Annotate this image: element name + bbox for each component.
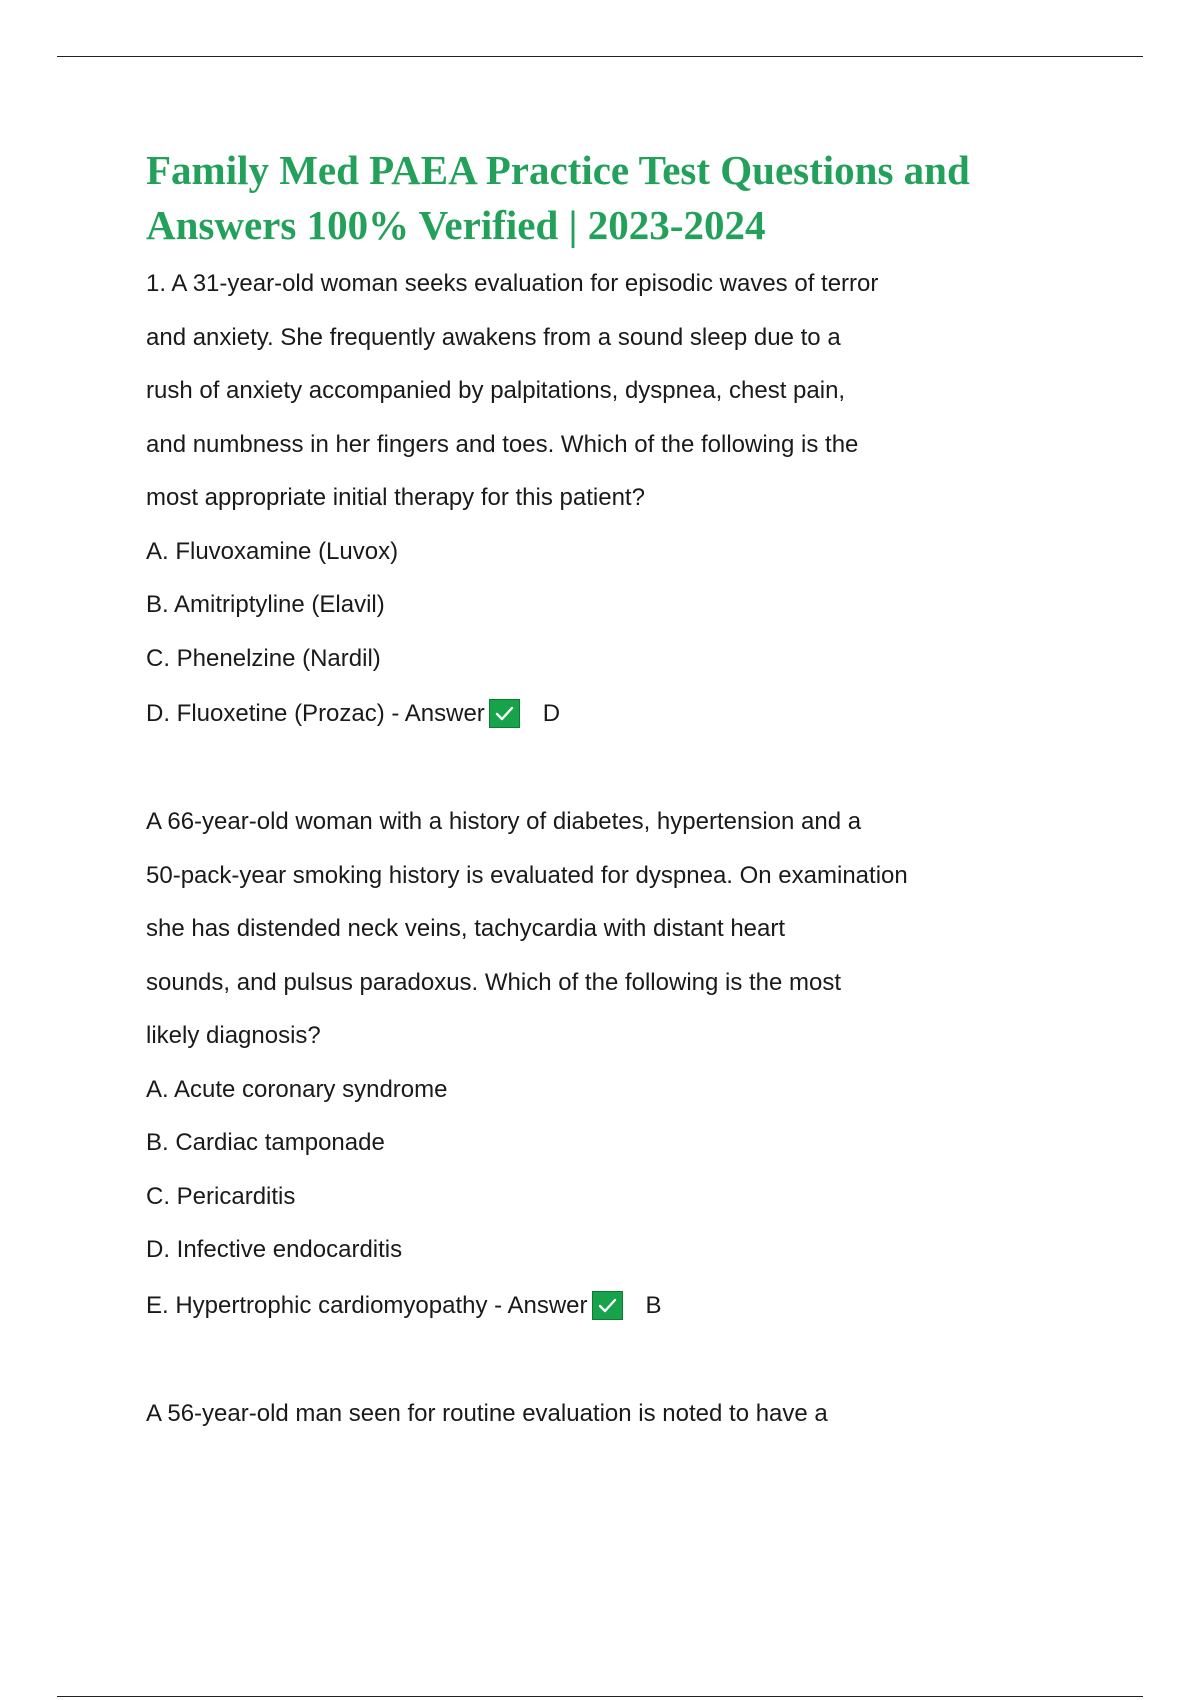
question-1-stem-line: rush of anxiety accompanied by palpitations, dyspnea, chest pain, bbox=[146, 377, 846, 404]
document-title bbox=[146, 143, 1106, 253]
question-1-stem-line: most appropriate initial therapy for this patient? bbox=[146, 484, 645, 511]
question-2-stem-line: 50-pack-year smoking history is evaluated for dyspnea. On examination bbox=[146, 861, 908, 889]
question-2-stem-line: likely diagnosis? bbox=[146, 1022, 321, 1049]
question-2-answer: B bbox=[645, 1291, 662, 1319]
question-2-option-e: E. Hypertrophic cardiomyopathy - Answer bbox=[146, 1291, 588, 1319]
question-2-option-c: C. Pericarditis bbox=[146, 1182, 296, 1210]
question-2-answer-line bbox=[146, 1277, 1106, 1334]
check-icon bbox=[592, 1291, 623, 1320]
question-1-option-d: D. Fluoxetine (Prozac) - Answer bbox=[146, 700, 485, 727]
top-rule bbox=[57, 56, 1143, 57]
question-2-option-d: D. Infective endocarditis bbox=[146, 1236, 403, 1263]
check-icon bbox=[489, 699, 520, 728]
question-2 bbox=[146, 795, 1106, 1334]
question-2-stem-line: sounds, and pulsus paradoxus. Which of the following is the most bbox=[146, 968, 842, 996]
question-3-stem-line: A 56-year-old man seen for routine evaluation is noted to have a bbox=[146, 1399, 828, 1427]
question-1-stem-line: and numbness in her fingers and toes. Which of the following is the bbox=[146, 430, 859, 458]
question-2-stem-line: she has distended neck veins, tachycardia with distant heart bbox=[146, 915, 786, 942]
question-2-option-a: A. Acute coronary syndrome bbox=[146, 1075, 448, 1103]
question-1-option-a: A. Fluvoxamine (Luvox) bbox=[146, 537, 399, 565]
title-line-1: Family Med PAEA Practice Test Questions and bbox=[146, 147, 970, 193]
title-line-2: Answers 100% Verified | 2023-2024 bbox=[146, 202, 766, 248]
question-1-answer: D bbox=[542, 700, 561, 727]
question-1-option-c: C. Phenelzine (Nardil) bbox=[146, 644, 381, 672]
bottom-rule bbox=[57, 1696, 1143, 1697]
question-1-option-b: B. Amitriptyline (Elavil) bbox=[146, 591, 385, 618]
question-1-stem-line: 1. A 31-year-old woman seeks evaluation for episodic waves of terror bbox=[146, 270, 879, 297]
question-2-stem-line: A 66-year-old woman with a history of diabetes, hypertension and a bbox=[146, 808, 862, 835]
question-3 bbox=[146, 1387, 1106, 1441]
question-1-answer-line bbox=[146, 685, 1106, 742]
question-2-option-b: B. Cardiac tamponade bbox=[146, 1129, 385, 1156]
document-body bbox=[146, 143, 1106, 1440]
question-1 bbox=[146, 257, 1106, 742]
question-1-stem-line: and anxiety. She frequently awakens from a sound sleep due to a bbox=[146, 323, 841, 351]
